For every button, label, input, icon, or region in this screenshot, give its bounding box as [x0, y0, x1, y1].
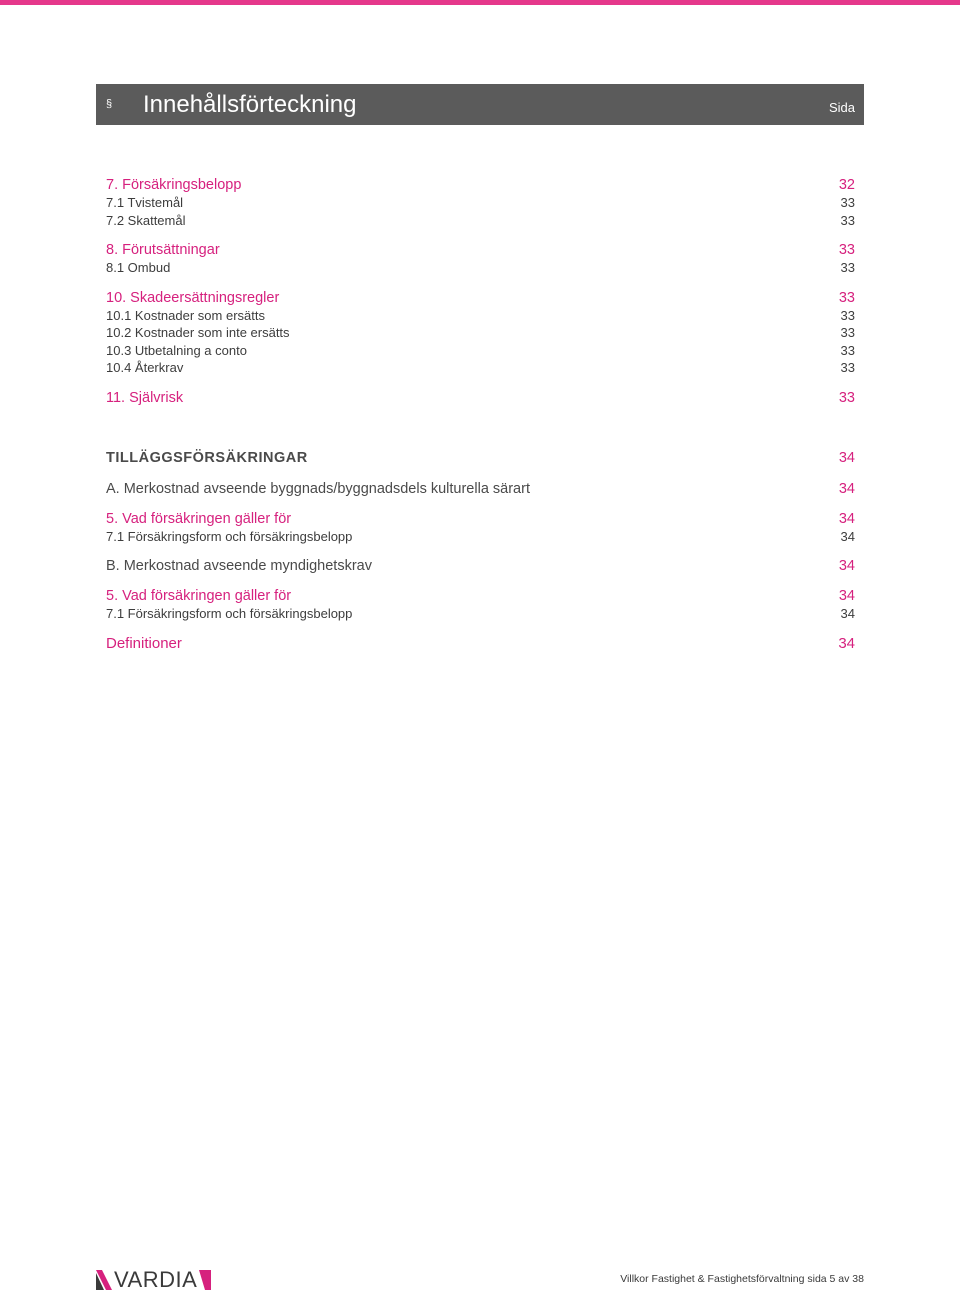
toc-entry-page: 33	[838, 389, 855, 406]
toc-entry-page: 34	[838, 480, 855, 497]
toc-entry[interactable]	[106, 289, 855, 307]
toc-entry-label: 10. Skadeersättningsregler	[106, 289, 280, 306]
toc-entry-page: 33	[838, 242, 855, 258]
toc-entry-label: 10.4 Återkrav	[106, 360, 184, 375]
toc-entry[interactable]	[106, 212, 855, 230]
toc-entry-page: 34	[838, 558, 855, 574]
toc-entry-label: A. Merkostnad avseende byggnads/byggnadsdels kulturella särart	[106, 480, 530, 497]
toc-entry-page: 33	[840, 360, 855, 375]
toc-entry-label: 11. Självrisk	[106, 389, 184, 406]
toc-entry-page: 34	[840, 606, 855, 621]
brand-name: VARDIA	[114, 1267, 198, 1292]
toc-entry-page: 32	[838, 177, 855, 193]
top-accent-stripe	[0, 0, 960, 5]
toc-entry[interactable]	[106, 557, 855, 575]
toc-entry-page: 33	[840, 212, 855, 228]
toc-entry-label: 7.2 Skattemål	[106, 212, 186, 228]
page-column-label: Sida	[828, 100, 855, 115]
toc-entry-label: 7. Försäkringsbelopp	[106, 177, 242, 193]
toc-entry-page: 33	[840, 307, 855, 323]
toc-entry[interactable]	[106, 194, 855, 212]
toc-entry-label: 5. Vad försäkringen gäller för	[106, 510, 292, 527]
toc-entry[interactable]	[106, 528, 855, 546]
toc-entry-page: 34	[840, 528, 855, 544]
toc-entry-page: 34	[838, 449, 855, 466]
toc-entry-label: 10.1 Kostnader som ersätts	[106, 307, 265, 323]
toc-entry[interactable]	[106, 324, 855, 342]
toc-entry[interactable]	[106, 389, 855, 407]
toc-entry-page: 33	[838, 289, 855, 306]
toc-entry-page: 34	[838, 510, 855, 527]
toc-entry-page: 33	[840, 195, 855, 210]
toc-entry-label: B. Merkostnad avseende myndighetskrav	[106, 558, 372, 574]
toc-entry-page: 33	[840, 325, 855, 340]
toc-entry[interactable]	[106, 241, 855, 259]
toc-entry-label: 8. Förutsättningar	[106, 242, 220, 258]
toc-entry-label: 5. Vad försäkringen gäller för	[106, 588, 292, 604]
toc-section-heading[interactable]	[106, 449, 855, 467]
toc-entry-label: 7.1 Försäkringsform och försäkringsbelopp	[106, 606, 353, 621]
toc-entry[interactable]	[106, 259, 855, 277]
toc-entry-label: 7.1 Tvistemål	[106, 195, 184, 210]
toc-header-bar	[96, 84, 864, 125]
footer-page-info: Villkor Fastighet & Fastighetsförvaltning sida 5 av 38	[620, 1273, 864, 1285]
toc-entry-page: 34	[838, 588, 855, 604]
toc-entry[interactable]	[106, 587, 855, 605]
toc-entry-label: 8.1 Ombud	[106, 260, 171, 275]
toc-entry[interactable]	[106, 605, 855, 623]
vardia-logo	[96, 1268, 211, 1292]
toc-entry-page: 34	[838, 634, 855, 652]
vardia-logo-flag-icon	[199, 1270, 211, 1290]
toc-entry[interactable]	[106, 635, 855, 653]
table-of-contents	[106, 176, 855, 653]
toc-entry-label: Definitioner	[106, 634, 182, 652]
toc-entry-label: 10.3 Utbetalning a conto	[106, 342, 247, 358]
toc-entry-page: 33	[840, 342, 855, 358]
toc-entry[interactable]	[106, 510, 855, 528]
toc-entry[interactable]	[106, 359, 855, 377]
toc-entry-label: TILLÄGGSFÖRSÄKRINGAR	[106, 449, 308, 466]
toc-entry[interactable]	[106, 342, 855, 360]
toc-entry-label: 7.1 Försäkringsform och försäkringsbelopp	[106, 528, 353, 544]
section-symbol: §	[106, 98, 113, 110]
toc-entry[interactable]	[106, 480, 855, 498]
toc-entry-page: 33	[840, 260, 855, 275]
page-title: Innehållsförteckning	[143, 91, 357, 118]
toc-entry[interactable]	[106, 307, 855, 325]
toc-entry[interactable]	[106, 176, 855, 194]
toc-entry-label: 10.2 Kostnader som inte ersätts	[106, 325, 290, 340]
vardia-logo-mark-icon	[96, 1270, 112, 1290]
